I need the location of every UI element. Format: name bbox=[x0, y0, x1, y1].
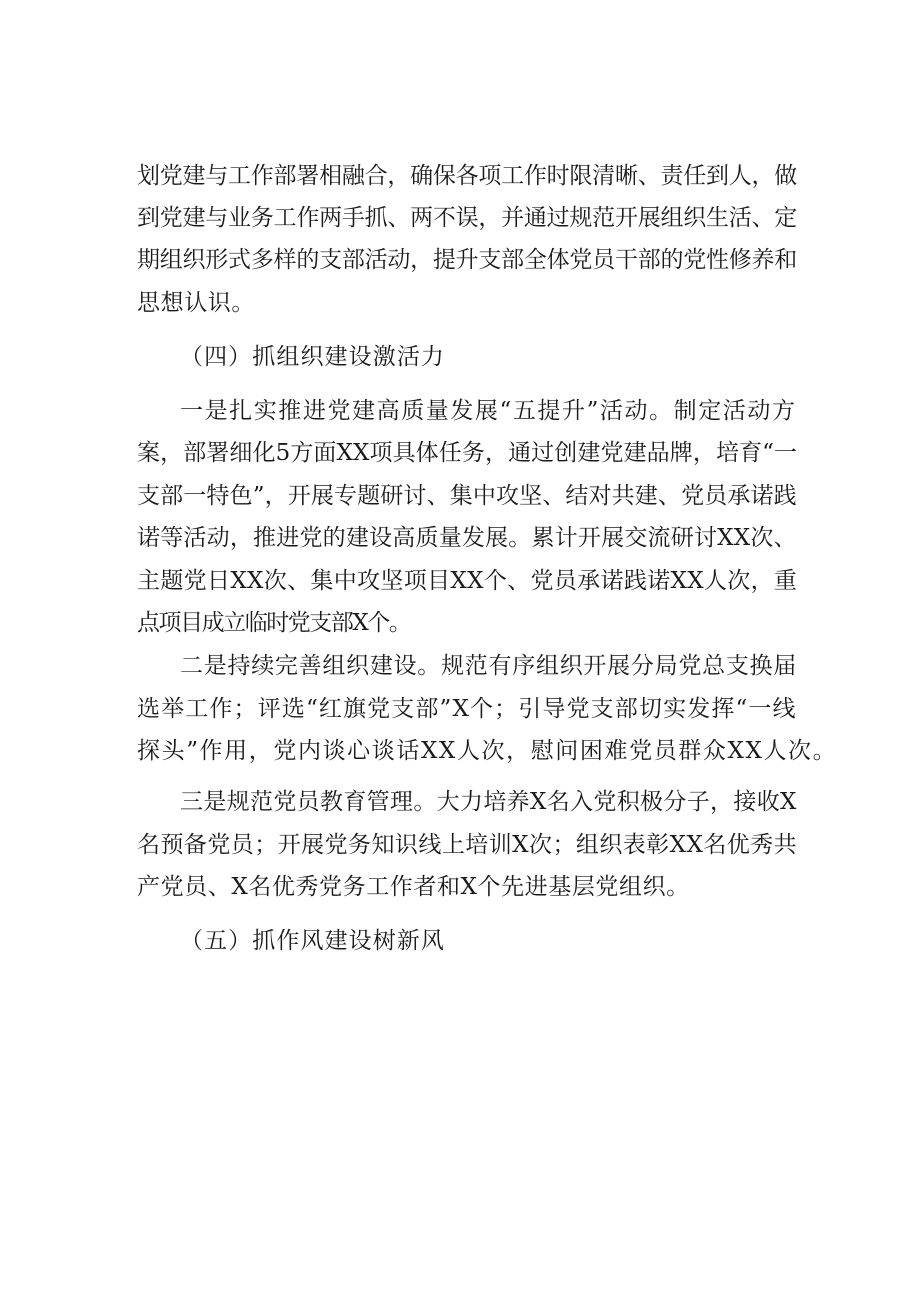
section-heading: （五）抓作风建设树新风 bbox=[180, 928, 446, 954]
paragraph-line: 思想认识。 bbox=[137, 290, 255, 316]
paragraph-line: 诺等活动，推进党的建设高质量发展。累计开展交流研讨XX次、 bbox=[137, 525, 797, 551]
paragraph-line: 到党建与业务工作两手抓、两不误，并通过规范开展组织生活、定 bbox=[137, 205, 798, 231]
paragraph-line: 划党建与工作部署相融合，确保各项工作时限清晰、责任到人，做 bbox=[137, 163, 798, 189]
paragraph-line: 产党员、X名优秀党务工作者和X个先进基层党组织。 bbox=[137, 874, 690, 900]
paragraph-line: 点项目成立临时党支部X个。 bbox=[137, 610, 411, 636]
paragraph-line: 探头”作用，党内谈心谈话XX人次，慰问困难党员群众XX人次。 bbox=[137, 738, 838, 764]
paragraph-line: 期组织形式多样的支部活动，提升支部全体党员干部的党性修养和 bbox=[137, 247, 798, 273]
section-heading: （四）抓组织建设激活力 bbox=[180, 344, 446, 370]
paragraph-line: 名预备党员；开展党务知识线上培训X次；组织表彰XX名优秀共 bbox=[137, 832, 798, 858]
paragraph-line: 一是扎实推进党建高质量发展“五提升”活动。制定活动方 bbox=[180, 398, 797, 424]
paragraph-line: 三是规范党员教育管理。大力培养X名入党积极分子，接收X bbox=[180, 789, 797, 815]
paragraph-line: 案，部署细化5方面XX项具体任务，通过创建党建品牌，培育“一 bbox=[137, 440, 798, 466]
paragraph-line: 选举工作；评选“红旗党支部”X个；引导党支部切实发挥“一线 bbox=[137, 696, 797, 722]
paragraph-line: 二是持续完善组织建设。规范有序组织开展分局党总支换届 bbox=[180, 653, 798, 679]
paragraph-line: 主题党日XX次、集中攻坚项目XX个、党员承诺践诺XX人次，重 bbox=[137, 568, 798, 594]
paragraph-line: 支部一特色”，开展专题研讨、集中攻坚、结对共建、党员承诺践 bbox=[137, 483, 797, 509]
